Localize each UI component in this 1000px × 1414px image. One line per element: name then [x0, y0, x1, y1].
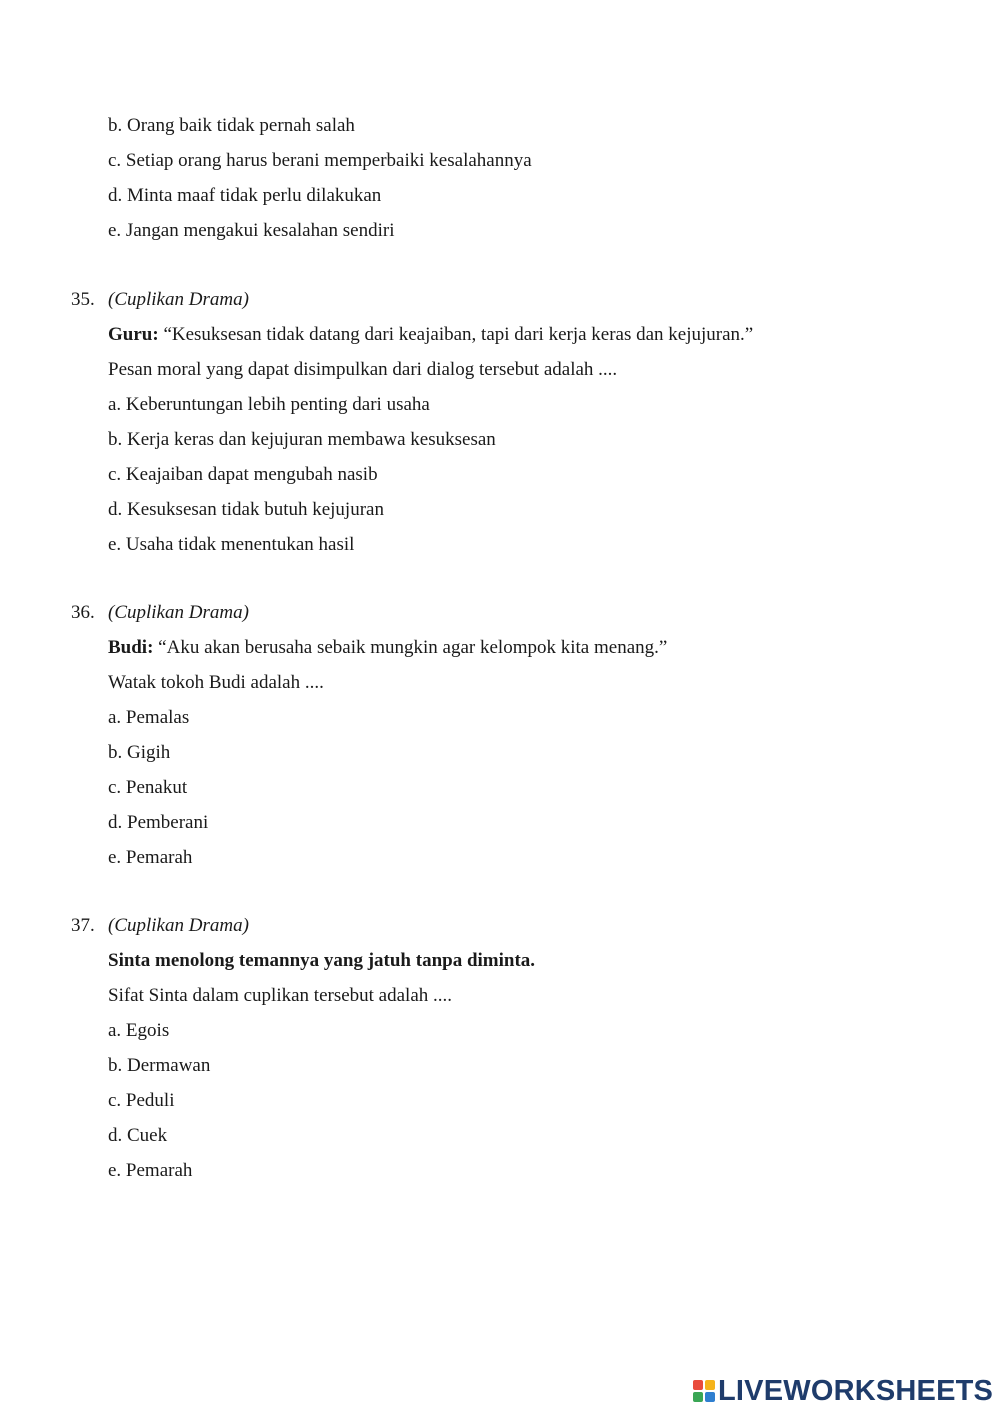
option-item: a. Pemalas [108, 707, 190, 728]
dialog-text: “Kesuksesan tidak datang dari keajaiban, tapi dari kerja keras dan kejujuran.” [163, 324, 754, 345]
option-item: e. Usaha tidak menentukan hasil [108, 534, 355, 555]
option-item: e. Pemarah [108, 847, 193, 868]
question-heading: (Cuplikan Drama) [108, 915, 249, 936]
option-item: e. Pemarah [108, 1160, 193, 1181]
question-heading: (Cuplikan Drama) [108, 602, 249, 623]
option-item: d. Minta maaf tidak perlu dilakukan [108, 185, 382, 206]
speaker-name: Budi: [108, 637, 154, 658]
option-item: b. Gigih [108, 742, 171, 763]
option-item: a. Egois [108, 1020, 170, 1041]
logo-block-blue [705, 1392, 715, 1402]
logo-block-yellow [705, 1380, 715, 1390]
option-item: b. Dermawan [108, 1055, 211, 1076]
option-item: c. Setiap orang harus berani memperbaiki kesalahannya [108, 150, 532, 171]
dialog-text: “Aku akan berusaha sebaik mungkin agar kelompok kita menang.” [158, 637, 668, 658]
speaker-name: Guru: [108, 324, 159, 345]
option-item: d. Pemberani [108, 812, 209, 833]
option-item: b. Orang baik tidak pernah salah [108, 115, 355, 136]
option-item: d. Cuek [108, 1125, 168, 1146]
question-number: 35. [71, 289, 95, 310]
liveworksheets-logo [693, 1376, 993, 1406]
narration-text: Sinta menolong temannya yang jatuh tanpa diminta. [108, 950, 536, 971]
option-item: c. Peduli [108, 1090, 175, 1111]
dialog-line [108, 323, 753, 347]
logo-blocks-icon [693, 1380, 715, 1402]
dialog-line [108, 636, 667, 660]
question-heading: (Cuplikan Drama) [108, 289, 249, 310]
option-item: c. Keajaiban dapat mengubah nasib [108, 464, 378, 485]
option-item: c. Penakut [108, 777, 188, 798]
logo-text: LIVEWORKSHEETS [718, 1375, 994, 1407]
question-number: 37. [71, 915, 95, 936]
logo-block-red [693, 1380, 703, 1390]
question-prompt: Watak tokoh Budi adalah .... [108, 672, 324, 693]
question-prompt: Pesan moral yang dapat disimpulkan dari dialog tersebut adalah .... [108, 359, 618, 380]
option-item: a. Keberuntungan lebih penting dari usaha [108, 394, 430, 415]
option-item: d. Kesuksesan tidak butuh kejujuran [108, 499, 384, 520]
logo-block-green [693, 1392, 703, 1402]
question-number: 36. [71, 602, 95, 623]
option-item: b. Kerja keras dan kejujuran membawa kesuksesan [108, 429, 496, 450]
option-item: e. Jangan mengakui kesalahan sendiri [108, 220, 395, 241]
question-prompt: Sifat Sinta dalam cuplikan tersebut adalah .... [108, 985, 453, 1006]
